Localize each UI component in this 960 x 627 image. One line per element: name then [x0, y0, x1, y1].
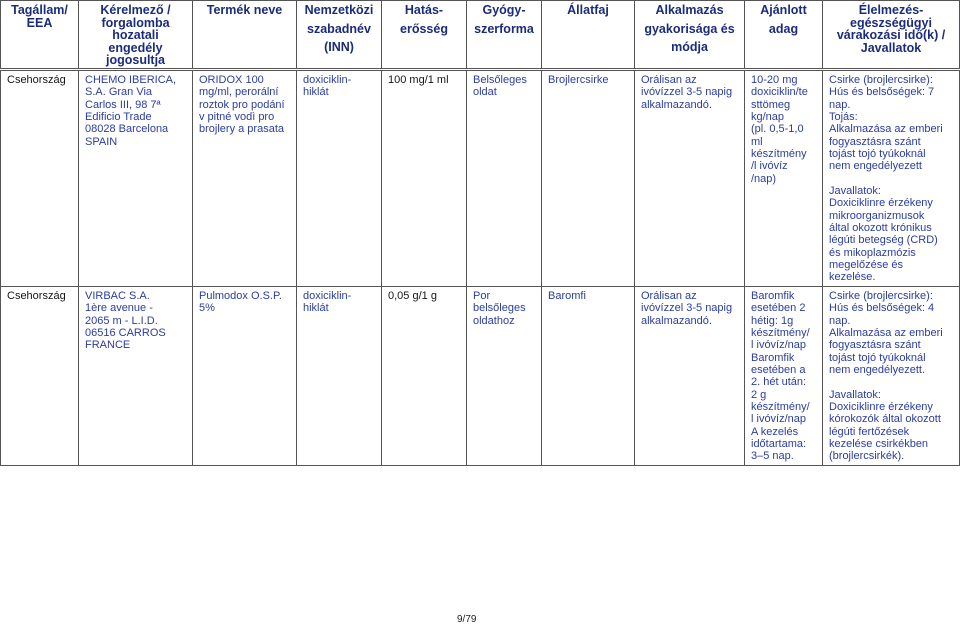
header-inn: [297, 1, 382, 70]
applicant-line: Carlos III, 98 7ª: [85, 98, 161, 111]
cell-strength: [382, 69, 467, 286]
withdrawal-line: Alkalmazása az emberi: [829, 326, 943, 339]
indications-line: kórokozók által okozott: [829, 413, 941, 426]
withdrawal-period: [829, 290, 956, 376]
form-line: Por: [473, 289, 491, 302]
header-line: egészségügyi: [850, 15, 932, 30]
species-line: Baromfi: [548, 289, 586, 302]
administration-line: alkalmazandó.: [641, 314, 712, 327]
applicant-line: 2065 m - L.I.D.: [85, 314, 158, 327]
applicant-line: SPAIN: [85, 135, 118, 148]
form-line: oldathoz: [473, 314, 515, 327]
cell-administration: [635, 69, 745, 286]
member-state-line: Csehország: [7, 289, 66, 302]
withdrawal-line: tojást tojó tyúkoknál: [829, 351, 926, 364]
cell-dose: [745, 286, 823, 465]
administration-line: Orálisan az: [641, 289, 697, 302]
header-product-name: [193, 1, 297, 70]
header-line: várakozási idő(k) /: [836, 28, 946, 43]
header-line: EEA: [26, 15, 53, 30]
product-name-line: brojlery a prasata: [199, 123, 284, 136]
product-name-line: ORIDOX 100: [199, 73, 264, 86]
cell-applicant: [79, 286, 193, 465]
header-line: forgalomba: [101, 15, 170, 30]
header-line: Tagállam/: [11, 3, 68, 17]
cell-pharmaceutical-form: [467, 69, 542, 286]
header-line: engedély: [108, 40, 163, 55]
applicant-line: 08028 Barcelona: [85, 123, 169, 136]
indications-line: megelőzése és: [829, 259, 903, 272]
dose-line: hétig: 1g: [751, 314, 794, 327]
header-dose: [745, 1, 823, 70]
withdrawal-line: Hús és belsőségek: 7: [829, 86, 935, 99]
administration-line: alkalmazandó.: [641, 98, 712, 111]
table-row: [1, 286, 960, 465]
header-line: gyakorisága és: [644, 21, 735, 36]
cell-product-name: [193, 69, 297, 286]
withdrawal-line: tojást tojó tyúkoknál: [829, 148, 926, 161]
header-line: Alkalmazás: [655, 3, 724, 17]
applicant-line: CHEMO IBERICA,: [85, 73, 177, 86]
cell-inn: [297, 286, 382, 465]
header-line: Termék neve: [206, 3, 283, 17]
cell-product-name: [193, 286, 297, 465]
cell-species: [542, 286, 635, 465]
withdrawal-line: Csirke (brojlercsirke):: [829, 73, 933, 86]
header-pharmaceutical-form: [467, 1, 542, 70]
indications-line: és mikoplazmózis: [829, 246, 916, 259]
dose-line: készítmény/: [751, 326, 810, 339]
header-line: Nemzetközi: [304, 3, 374, 17]
cell-member-state: [1, 286, 79, 465]
header-line: Javallatok: [860, 40, 922, 55]
withdrawal-line: Tojás:: [829, 111, 858, 123]
indications-line: légúti fertőzések: [829, 425, 910, 438]
administration-line: Orálisan az: [641, 73, 697, 86]
cell-dose: [745, 69, 823, 286]
header-line: Állatfaj: [567, 3, 609, 17]
header-line: szerforma: [474, 21, 534, 36]
form-line: oldat: [473, 86, 497, 99]
dose-line: 3–5 nap.: [751, 450, 794, 463]
administration-line: ivóvízzel 3-5 napig: [641, 86, 733, 99]
dose-line: 2 g: [751, 388, 767, 401]
dose-line: Baromfik: [751, 289, 795, 302]
withdrawal-line: Csirke (brojlercsirke):: [829, 289, 933, 302]
product-name-line: roztok pro podání: [199, 98, 285, 111]
indications-line: kezelése csirkékben: [829, 437, 929, 450]
indications-line: mikroorganizmusok: [829, 209, 925, 222]
dose-line: 10-20 mg: [751, 73, 798, 86]
dose-line: /nap): [751, 172, 777, 185]
applicant-line: Edificio Trade: [85, 111, 152, 123]
applicant-line: 1ère avenue -: [85, 302, 153, 315]
header-line: módja: [671, 40, 708, 55]
withdrawal-line: Alkalmazása az emberi: [829, 123, 943, 136]
applicant-line: 06516 CARROS: [85, 326, 166, 339]
dose-line: l ivóvíz/nap: [751, 413, 807, 426]
applicant-line: VIRBAC S.A.: [85, 289, 150, 302]
header-strength: [382, 1, 467, 70]
cell-applicant: [79, 69, 193, 286]
dose-line: 2. hét után:: [751, 376, 807, 389]
product-name-line: mg/ml, perorální: [199, 86, 279, 99]
withdrawal-line: Hús és belsőségek: 4: [829, 302, 935, 315]
withdrawal-line: nem engedélyezett: [829, 160, 922, 173]
withdrawal-line: fogyasztásra szánt: [829, 339, 921, 352]
indications-line: légúti betegség (CRD): [829, 234, 938, 247]
header-line: Hatás-: [404, 3, 444, 17]
cell-administration: [635, 286, 745, 465]
indications-line: kezelése.: [829, 271, 876, 284]
inn-line: hiklát: [303, 302, 329, 315]
applicant-line: FRANCE: [85, 339, 131, 352]
inn-line: doxiciklin-: [303, 73, 352, 86]
indications-line: Doxiciklinre érzékeny: [829, 197, 933, 210]
indications-line: Javallatok:: [829, 185, 881, 198]
header-line: Ajánlott: [760, 3, 807, 17]
withdrawal-period: [829, 74, 956, 173]
applicant-line: S.A. Gran Via: [85, 86, 153, 99]
header-line: erősség: [400, 21, 448, 36]
header-member-state: [1, 1, 79, 70]
strength-line: 0,05 g/1 g: [388, 289, 437, 302]
cell-species: [542, 69, 635, 286]
withdrawal-line: nap.: [829, 98, 851, 111]
cell-inn: [297, 69, 382, 286]
inn-line: hiklát: [303, 86, 329, 99]
dose-line: l ivóvíz/nap: [751, 339, 807, 352]
header-withdrawal-indications: [823, 1, 960, 70]
withdrawal-line: fogyasztásra szánt: [829, 135, 921, 148]
dose-line: /l ivóvíz: [751, 160, 788, 173]
cell-withdrawal-indications: [823, 286, 960, 465]
strength-line: 100 mg/1 ml: [388, 73, 449, 86]
dose-line: kg/nap: [751, 111, 785, 123]
header-line: adag: [768, 21, 799, 36]
dose-line: készítmény: [751, 148, 807, 161]
dose-line: esetében a: [751, 363, 806, 376]
indications: [829, 389, 956, 463]
header-line: szabadnév: [307, 21, 371, 36]
withdrawal-line: nap.: [829, 314, 851, 327]
header-row: [1, 1, 960, 70]
indications-line: által okozott krónikus: [829, 222, 932, 235]
header-species: [542, 1, 635, 70]
dose-line: sttömeg: [751, 98, 791, 111]
header-line: (INN): [324, 40, 354, 55]
form-line: belsőleges: [473, 302, 526, 315]
indications-line: (brojlercsirkék).: [829, 450, 905, 463]
header-line: hozatali: [112, 28, 159, 43]
administration-line: ivóvízzel 3-5 napig: [641, 302, 733, 315]
table-row: [1, 69, 960, 286]
header-line: Gyógy-: [482, 3, 526, 17]
page-number: 9/79: [457, 614, 477, 625]
indications-line: Doxiciklinre érzékeny: [829, 400, 933, 413]
indications: [829, 185, 956, 284]
indications-line: Javallatok:: [829, 388, 881, 401]
dose-line: időtartama:: [751, 437, 807, 450]
dose-line: esetében 2: [751, 302, 806, 315]
cell-member-state: [1, 69, 79, 286]
cell-strength: [382, 286, 467, 465]
dose-line: készítmény/: [751, 400, 810, 413]
dose-line: Baromfik: [751, 351, 795, 364]
product-name-line: 5%: [199, 302, 215, 315]
species-line: Brojlercsirke: [548, 73, 609, 86]
form-line: Belsőleges: [473, 73, 527, 86]
header-line: Élelmezés-: [858, 3, 924, 17]
cell-withdrawal-indications: [823, 69, 960, 286]
dose-line: doxiciklin/te: [751, 86, 808, 99]
header-line: Kérelmező /: [100, 3, 171, 17]
withdrawal-line: nem engedélyezett.: [829, 363, 926, 376]
inn-line: doxiciklin-: [303, 289, 352, 302]
cell-pharmaceutical-form: [467, 286, 542, 465]
dose-line: ml: [751, 135, 763, 148]
member-state-line: Csehország: [7, 73, 66, 86]
header-applicant: [79, 1, 193, 70]
header-administration: [635, 1, 745, 70]
header-line: jogosultja: [105, 53, 166, 68]
dose-line: A kezelés: [751, 425, 799, 438]
product-name-line: v pitné vodì pro: [199, 111, 275, 123]
dose-line: (pl. 0,5-1,0: [751, 123, 804, 136]
product-name-line: Pulmodox O.S.P.: [199, 289, 282, 302]
